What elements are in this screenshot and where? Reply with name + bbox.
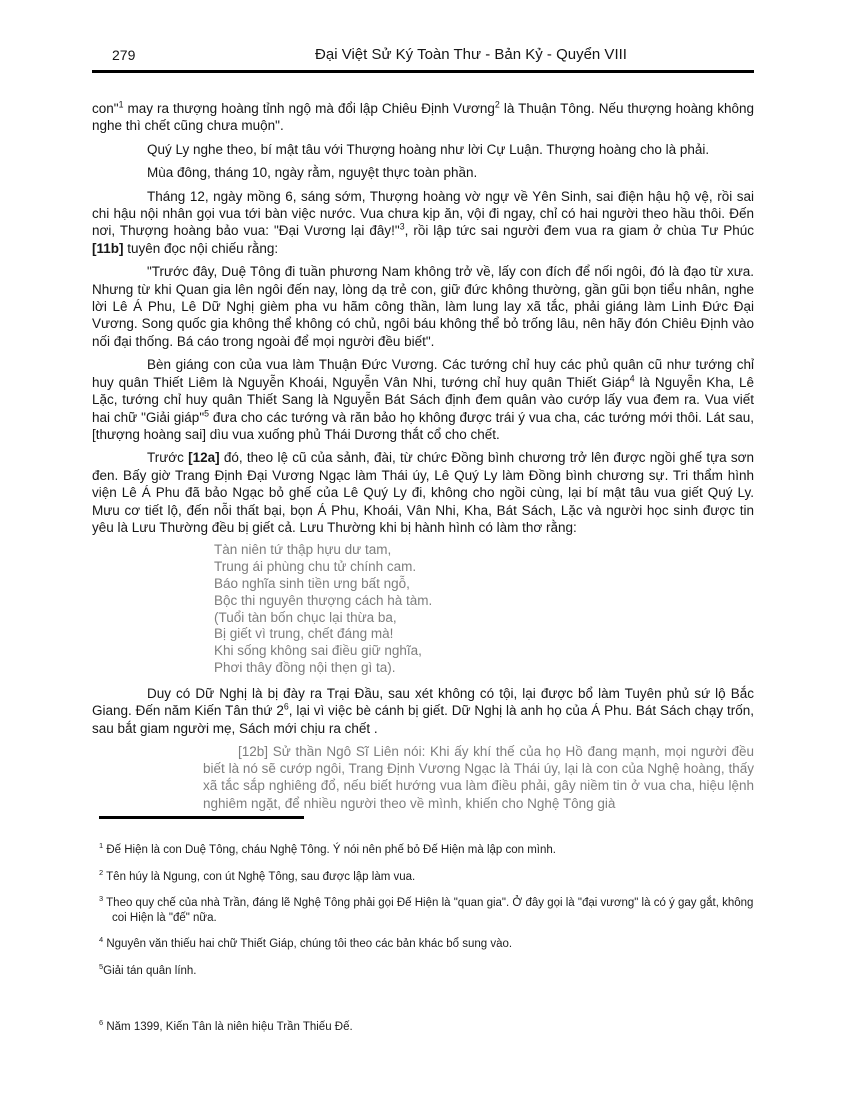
footnotes-section	[99, 816, 754, 1047]
poem-line: Tàn niên tứ thập hựu dư tam,	[214, 542, 392, 558]
text-run: là Thuận Tông. Nếu thượng hoàng không nghe thì chết cũng chưa muộn".	[92, 101, 754, 134]
text-run: Duy có Dữ Nghị là bị đày ra Trại Đầu, sau xét không có tội, lại được bổ làm Tuyên phủ sứ lộ Bắc Giang. Đến năm Kiến Tân thứ 2	[92, 685, 754, 719]
text-run: Quý Ly nghe theo, bí mật tâu với Thượng hoàng như lời Cự Luận. Thượng hoàng cho là phải.	[147, 141, 710, 157]
page-number: 279	[112, 47, 136, 63]
text-run: tuyên đọc nội chiếu rằng:	[123, 240, 279, 256]
paragraph	[92, 449, 754, 536]
paragraph	[92, 164, 754, 181]
footnote-6: $^6$ Năm 1399, Kiến Tân là niên hiệu Trần Thiếu Đế.	[99, 1018, 353, 1033]
footnote-marker: 2	[99, 867, 104, 877]
poem-line: Bộc thi nguyên thượng cách hà tàm.	[214, 592, 433, 608]
paragraph	[92, 141, 754, 158]
poem-line: Bị giết vì trung, chết đáng mà!	[214, 626, 394, 642]
text-run: con"	[92, 101, 119, 116]
text-run: , lại vì việc bè cánh bị giết. Dữ Nghị là anh họ của Á Phu. Bát Sách chạy trốn, sau bắt giam người mẹ, Sách mới chịu ra chết .	[92, 703, 754, 736]
text-run: đưa cho các tướng và răn bảo họ không được trái ý vua cha, các tướng mới thôi. Lát sau, [thượng hoàng sai] dìu vua xuống phủ Thái Dương thắt cổ cho chết.	[92, 409, 754, 442]
text-run: đó, theo lệ cũ của sảnh, đài, từ chức Đồng bình chương trở lên được ngồi ghế tựa sơn đen. Bấy giờ Trang Định Đại Vương Ngạc làm Thái úy, Lê Quý Ly làm Đồng bình chương sự. Tri thẩm hình viện Lê Á Phu đã bảo Ngạc bỏ ghế của Lê Quý Ly đi, không cho ngồi cùng, lại bí mật tâu vua giết Quý Ly. Mưu cơ tiết lộ, đến nỗi thất bại, bọn Á Phu, Khoái, Vân Nhi, Kha, Bát Sách, Lặc và người học sinh được tin yêu là Lưu Thường đều bị giết cả. Lưu Thường khi bị hành hình có làm thơ rằng:	[92, 450, 754, 535]
folio-marker: [12a]	[188, 450, 220, 466]
poem-line: Khi sống không sai điều giữ nghĩa,	[214, 643, 422, 659]
footnote-ref: 5	[204, 408, 210, 418]
footnote-ref: 2	[494, 99, 500, 110]
historian-commentary	[203, 743, 754, 812]
paragraph	[92, 188, 754, 258]
text-run: Trước	[147, 450, 189, 466]
footnote-marker: 3	[99, 894, 104, 904]
text-run: là Nguyễn Kha, Lê Lặc, tướng chỉ huy quân Thiết Sang là Nguyễn Bát Sách định đem quân vào cướp lấy vua đem ra. Vua viết hai chữ "Giải giáp"	[92, 374, 754, 425]
footnote-1: $^1$ Đế Hiện là con Duệ Tông, cháu Nghệ Tông. Ý nói nên phế bỏ Đế Hiện mà lập con mình.	[99, 841, 556, 856]
footnote-divider	[99, 816, 304, 819]
paragraph	[92, 263, 754, 350]
text-run: may ra thượng hoàng tỉnh ngộ mà đổi lập Chiêu Định Vương	[123, 101, 495, 116]
footnote-5: $^5$Giải tán quân lính.	[99, 961, 197, 977]
text-run: [12b] Sử thần Ngô Sĩ Liên nói: Khi ấy khí thế của họ Hồ đang mạnh, mọi người đều biết là nó sẽ cướp ngôi, Trang Định Vương Ngạc là Thái úy, lại là con của Nghệ hoàng, thấy xã tắc sắp nghiêng đổ, nếu biết hướng vua làm điều phải, gây niềm tin ở vua cha, hiệu lệnh nghiêm ngặt, để nhiều người theo về mình, khiến cho Nghệ Tông già	[203, 743, 754, 811]
document-body	[92, 100, 754, 812]
paragraph	[92, 100, 754, 135]
footnote-ref: 6	[283, 701, 289, 712]
footnote-marker: 4	[99, 935, 104, 945]
poem-line: (Tuổi tàn bốn chục lại thừa ba,	[214, 609, 397, 625]
page-title: Đại Việt Sử Ký Toàn Thư - Bản Kỷ - Quyển VIII	[315, 46, 627, 63]
text-run: Tháng 12, ngày mồng 6, sáng sớm, Thượng hoàng vờ ngự về Yên Sinh, sai điện hậu hộ vệ, rồi sai chi hậu nội nhân gọi vua tới bàn việc nước. Vua chưa kịp ăn, vội đi ngay, chỉ có hai người theo hầu thôi. Đến nơi, Thượng hoàng bảo vua: "Đại Vương lại đây!"	[92, 188, 754, 239]
footnote-marker: 1	[99, 841, 104, 851]
footnote-ref: 1	[118, 99, 124, 110]
footnote-marker: 5	[99, 961, 104, 971]
poem	[214, 542, 754, 676]
footnote-3: $^3$ Theo quy chế của nhà Trần, đáng lẽ Nghệ Tông phải gọi Đế Hiện là "quan gia". Ở đây gọi là "đại vương" là có ý gay gắt, không coi Hiện là "đế" nữa.	[99, 894, 754, 924]
folio-marker: [11b]	[92, 240, 124, 256]
footnote-ref: 3	[399, 221, 405, 232]
paragraph	[92, 685, 754, 737]
poem-line: Báo nghĩa sinh tiền ưng bất ngỗ,	[214, 575, 410, 591]
page-header	[92, 46, 754, 73]
text-run: "Trước đây, Duệ Tông đi tuần phương Nam không trở về, lấy con đích để nối ngôi, đó là đạo từ xưa. Nhưng từ khi Quan gia lên ngôi đến nay, lòng dạ trẻ con, giữ đức không thường, gần gũi bọn tiểu nhân, nghe lời Lê Á Phu, Lê Dữ Nghị gièm pha vu hãm công thần, làm lung lay xã tắc, phải giáng làm Linh Đức Đại Vương. Song quốc gia không thể không có chủ, ngôi báu không thể bỏ trống lâu, nên hãy đón Chiêu Định vào nối đại thống. Bá cáo trong ngoài để mọi người đều biết".	[92, 264, 754, 349]
footnote-2: $^2$ Tên húy là Ngung, con út Nghệ Tông, sau được lập làm vua.	[99, 867, 416, 883]
text-run: Bèn giáng con của vua làm Thuận Đức Vương. Các tướng chỉ huy các phủ quân cũ như tướng chỉ huy quân Thiết Liêm là Nguyễn Khoái, Nguyễn Vân Nhi, tướng chỉ huy quân Thiết Giáp	[92, 357, 754, 390]
poem-line: Phơi thây đồng nội thẹn gì ta).	[214, 659, 396, 675]
footnotes-list	[99, 843, 754, 1035]
footnote-ref: 4	[629, 373, 635, 384]
footnote-4: $^4$ Nguyên văn thiếu hai chữ Thiết Giáp, chúng tôi theo các bản khác bổ sung vào.	[99, 935, 513, 950]
footnote-marker: 6	[99, 1018, 104, 1028]
poem-line: Trung ái phùng chu tử chính cam.	[214, 559, 417, 575]
text-run: , rồi lập tức sai người đem vua ra giam ở chùa Tư Phúc	[404, 223, 754, 239]
text-run: Mùa đông, tháng 10, ngày rằm, nguyệt thực toàn phần.	[147, 165, 478, 181]
paragraph	[92, 356, 754, 443]
